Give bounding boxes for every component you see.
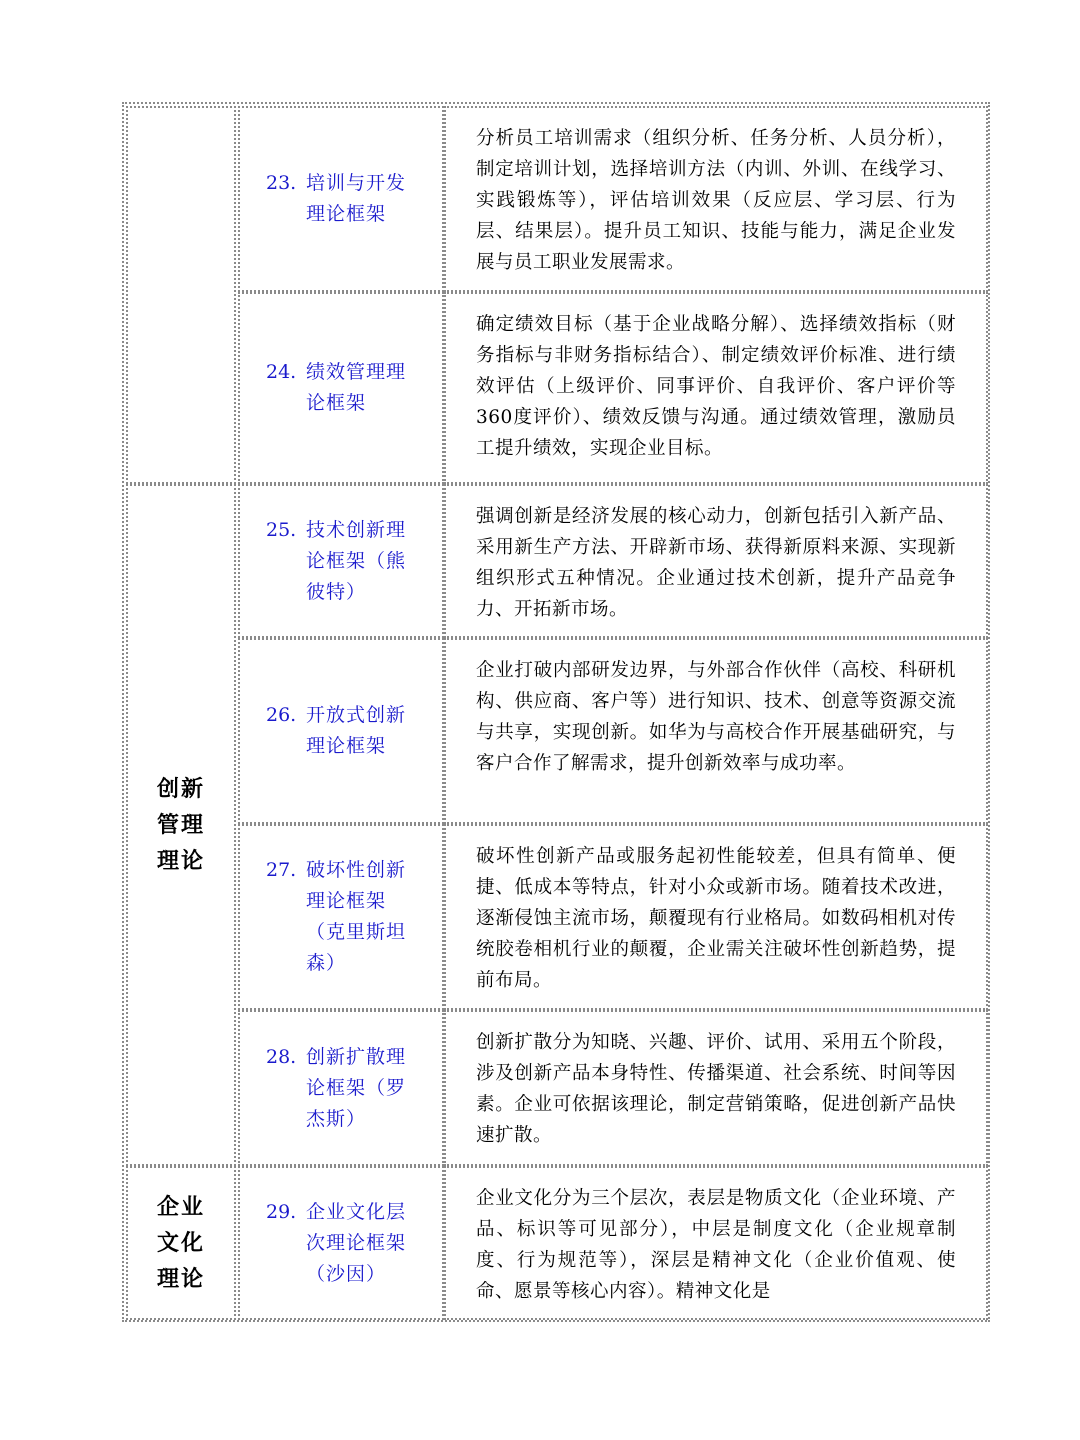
framework-description: 企业打破内部研发边界，与外部合作伙伴（高校、科研机构、供应商、客户等）进行知识、技术、创意等资源交流与共享，实现创新。如华为与高校合作开展基础研究，与客户合作了解需求，提升创新效率与成功率。 bbox=[476, 660, 956, 774]
framework-number: 29. bbox=[266, 1200, 297, 1223]
framework-number: 28. bbox=[266, 1045, 297, 1068]
framework-description: 分析员工培训需求（组织分析、任务分析、人员分析），制定培训计划，选择培训方法（内训、外训、在线学习、实践锻炼等），评估培训效果（反应层、学习层、行为层、结果层）。提升员工知识、技能与能力，满足企业发展与员工职业发展需求。 bbox=[476, 128, 956, 273]
framework-name-cell bbox=[238, 1010, 444, 1166]
framework-title: 破坏性创新理论框架（克里斯坦森） bbox=[306, 859, 407, 974]
framework-description: 破坏性创新产品或服务起初性能较差，但具有简单、便捷、低成本等特点，针对小众或新市场。随着技术改进，逐渐侵蚀主流市场，颠覆现有行业格局。如数码相机对传统胶卷相机行业的颠覆，企业需关注破坏性创新趋势，提前布局。 bbox=[476, 846, 956, 991]
framework-title: 培训与开发理论框架 bbox=[306, 172, 407, 225]
framework-description-cell bbox=[444, 106, 988, 292]
framework-number: 23. bbox=[266, 172, 297, 194]
category-cell bbox=[126, 484, 236, 1166]
framework-title: 企业文化层次理论框架（沙因） bbox=[306, 1200, 407, 1285]
framework-number: 27. bbox=[266, 859, 297, 881]
framework-description: 创新扩散分为知晓、兴趣、评价、试用、采用五个阶段，涉及创新产品本身特性、传播渠道、社会系统、时间等因素。企业可依据该理论，制定营销策略，促进创新产品快速扩散。 bbox=[476, 1032, 956, 1146]
framework-title: 开放式创新理论框架 bbox=[306, 704, 407, 757]
framework-description-cell bbox=[444, 292, 988, 484]
framework-name-cell bbox=[238, 106, 444, 292]
framework-name-cell bbox=[238, 1166, 444, 1320]
framework-title: 创新扩散理论框架（罗杰斯） bbox=[306, 1045, 407, 1130]
framework-name-cell bbox=[238, 824, 444, 1010]
framework-number: 26. bbox=[266, 704, 297, 726]
framework-number: 24. bbox=[266, 361, 297, 383]
framework-name-cell bbox=[238, 638, 444, 824]
framework-name-cell bbox=[238, 484, 444, 638]
framework-name-cell bbox=[238, 292, 444, 484]
framework-description: 强调创新是经济发展的核心动力，创新包括引入新产品、采用新生产方法、开辟新市场、获得新原料来源、实现新组织形式五种情况。企业通过技术创新，提升产品竞争力、开拓新市场。 bbox=[476, 506, 956, 620]
framework-description-cell bbox=[444, 638, 988, 824]
framework-description-cell bbox=[444, 1166, 988, 1320]
category-cell bbox=[126, 1166, 236, 1320]
theory-framework-table bbox=[122, 102, 990, 1322]
framework-description: 企业文化分为三个层次，表层是物质文化（企业环境、产品、标识等可见部分），中层是制度文化（企业规章制度、行为规范等），深层是精神文化（企业价值观、使命、愿景等核心内容）。精神文化是 bbox=[476, 1188, 956, 1302]
category-cell bbox=[126, 106, 236, 484]
framework-description-cell bbox=[444, 824, 988, 1010]
framework-title: 绩效管理理论框架 bbox=[306, 361, 407, 414]
framework-description-cell bbox=[444, 1010, 988, 1166]
category-label: 创新管理理论 bbox=[156, 776, 205, 874]
framework-description-cell bbox=[444, 484, 988, 638]
category-label: 企业文化理论 bbox=[156, 1194, 205, 1292]
framework-title: 技术创新理论框架（熊彼特） bbox=[306, 518, 407, 603]
framework-description: 确定绩效目标（基于企业战略分解）、选择绩效指标（财务指标与非财务指标结合）、制定绩效评价标准、进行绩效评估（上级评价、同事评价、自我评价、客户评价等360度评价）、绩效反馈与沟通。通过绩效管理，激励员工提升绩效，实现企业目标。 bbox=[476, 314, 956, 459]
framework-number: 25. bbox=[266, 518, 297, 541]
